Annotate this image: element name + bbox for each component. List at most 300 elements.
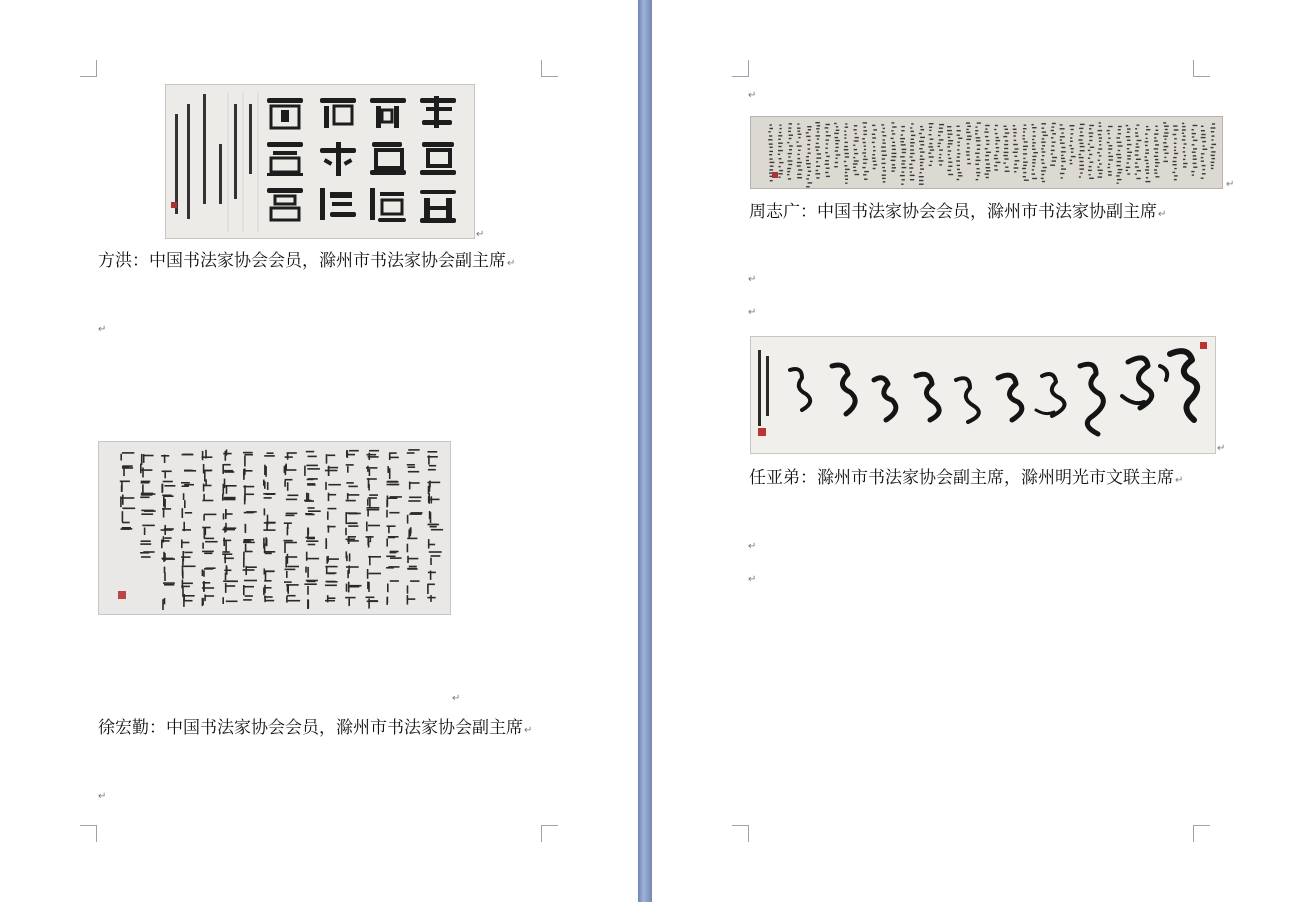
caption-xu-hong-qin[interactable]: [98, 711, 548, 748]
character-stroke: [872, 137, 876, 138]
character-stroke: [957, 153, 960, 154]
character-stroke: [1201, 178, 1204, 179]
character-stroke: [892, 142, 895, 143]
small-script-calligraphy-scroll-image[interactable]: [750, 116, 1223, 189]
character-stroke: [863, 174, 866, 175]
paragraph-mark: ↵: [98, 791, 107, 802]
character-stroke: [1088, 170, 1092, 171]
character-stroke: [1023, 158, 1025, 159]
character-stroke: [1005, 167, 1008, 168]
character-stroke: [1163, 149, 1166, 150]
character-stroke: [853, 129, 856, 130]
character-stroke: [1042, 163, 1045, 164]
character-stroke: [996, 137, 999, 138]
character-stroke: [1137, 125, 1140, 126]
character-stroke: [1004, 144, 1008, 145]
character-stroke: [1201, 137, 1206, 138]
character-stroke: [966, 139, 971, 140]
character-stroke: [1033, 159, 1036, 160]
character-stroke: [902, 167, 907, 168]
paragraph-mark: ↵: [507, 258, 516, 269]
paragraph-mark: ↵: [748, 574, 757, 585]
document-page-right[interactable]: [652, 0, 1290, 902]
character-stroke: [806, 160, 809, 161]
character-stroke: [994, 129, 996, 130]
character-stroke: [948, 134, 953, 135]
character-stroke: [1155, 166, 1158, 167]
character-stroke: [1042, 131, 1046, 132]
character-stroke: [1127, 152, 1132, 153]
character-stroke: [1211, 131, 1214, 132]
character-stroke: [1023, 153, 1027, 154]
character-stroke: [778, 166, 780, 167]
character-stroke: [872, 158, 876, 159]
character-stroke: [826, 143, 828, 144]
character-stroke: [986, 163, 990, 164]
character-stroke: [911, 160, 915, 161]
character-stroke: [947, 130, 952, 131]
character-stroke: [966, 132, 970, 133]
character-stroke: [1061, 132, 1063, 133]
character-stroke: [1192, 174, 1194, 175]
character-stroke: [967, 126, 971, 127]
character-stroke: [901, 134, 903, 135]
character-stroke: [1174, 138, 1177, 139]
character-stroke: [902, 152, 906, 153]
character-stroke: [1004, 126, 1007, 127]
character-stroke: [1043, 167, 1047, 168]
character-stroke: [958, 138, 962, 139]
character-stroke: [1051, 137, 1054, 138]
character-stroke: [892, 164, 895, 165]
character-stroke: [1003, 162, 1005, 163]
character-stroke: [938, 143, 941, 144]
character-stroke: [976, 160, 981, 161]
character-stroke: [1135, 154, 1139, 155]
character-stroke: [1155, 176, 1159, 177]
document-page-left[interactable]: [0, 0, 638, 902]
character-stroke: [1080, 131, 1083, 132]
character-stroke: [958, 175, 962, 176]
character-stroke: [1182, 133, 1184, 134]
character-stroke: [1165, 153, 1169, 154]
character-stroke: [844, 161, 846, 162]
character-stroke: [1032, 178, 1037, 179]
character-stroke: [1211, 162, 1215, 163]
character-stroke: [1041, 148, 1043, 149]
character-stroke: [1127, 128, 1131, 129]
character-stroke: [1117, 161, 1121, 162]
character-stroke: [930, 149, 934, 150]
character-stroke: [947, 126, 951, 127]
character-stroke: [845, 175, 848, 176]
character-stroke: [778, 143, 783, 144]
character-stroke: [1146, 177, 1148, 178]
page-gutter: [638, 0, 652, 902]
character-stroke: [1173, 125, 1177, 126]
character-stroke: [826, 124, 830, 125]
character-stroke: [825, 160, 829, 161]
character-stroke: [882, 163, 886, 164]
character-stroke: [1097, 166, 1099, 167]
character-stroke: [1043, 135, 1048, 136]
character-stroke: [806, 136, 810, 137]
character-stroke: [939, 124, 944, 125]
character-stroke: [1126, 167, 1131, 168]
character-stroke: [769, 154, 772, 155]
character-stroke: [1033, 131, 1035, 132]
character-stroke: [806, 156, 809, 157]
character-stroke: [1146, 138, 1148, 139]
character-stroke: [1014, 164, 1017, 165]
character-stroke: [1164, 132, 1168, 133]
character-stroke: [966, 122, 970, 123]
character-stroke: [882, 178, 886, 179]
character-stroke: [977, 168, 980, 169]
character-stroke: [789, 135, 793, 136]
character-stroke: [807, 167, 811, 168]
character-stroke: [1060, 124, 1063, 125]
character-stroke: [1098, 130, 1103, 131]
character-stroke: [1032, 166, 1035, 167]
character-stroke: [864, 149, 866, 150]
character-stroke: [1041, 170, 1046, 171]
regular-script-calligraphy-image[interactable]: [98, 441, 451, 615]
character-stroke: [1145, 181, 1150, 182]
character-stroke: [929, 165, 932, 166]
character-stroke: [986, 177, 989, 178]
character-stroke: [902, 160, 906, 161]
character-stroke: [1090, 147, 1094, 148]
character-stroke: [1004, 152, 1009, 153]
character-stroke: [1022, 168, 1026, 169]
character-stroke: [1015, 160, 1020, 161]
character-stroke: [826, 156, 830, 157]
character-stroke: [1192, 144, 1195, 145]
character-stroke: [929, 123, 934, 124]
character-stroke: [862, 167, 865, 168]
character-stroke: [1099, 141, 1102, 142]
character-stroke: [1145, 160, 1149, 161]
character-stroke: [816, 150, 819, 151]
character-stroke: [891, 170, 894, 171]
paragraph-mark: ↵: [476, 229, 485, 240]
character-stroke: [1070, 141, 1073, 142]
character-stroke: [1014, 156, 1017, 157]
character-stroke: [930, 139, 934, 140]
character-stroke: [780, 128, 782, 129]
character-stroke: [1098, 176, 1103, 177]
character-stroke: [901, 141, 904, 142]
character-stroke: [957, 135, 960, 136]
character-stroke: [1201, 153, 1205, 154]
character-stroke: [787, 174, 789, 175]
character-stroke: [836, 130, 840, 131]
character-stroke: [1145, 169, 1149, 170]
crop-mark-top-right: [541, 60, 558, 77]
character-stroke: [770, 166, 774, 167]
character-stroke: [900, 175, 905, 176]
character-stroke: [853, 167, 856, 168]
character-stroke: [892, 133, 895, 134]
character-stroke: [1108, 148, 1112, 149]
character-stroke: [1052, 133, 1056, 134]
character-stroke: [1042, 128, 1045, 129]
character-stroke: [807, 126, 811, 127]
character-stroke: [1061, 168, 1066, 169]
character-stroke: [863, 159, 868, 160]
character-stroke: [948, 174, 953, 175]
character-stroke: [975, 164, 979, 165]
character-stroke: [1099, 126, 1102, 127]
character-stroke: [797, 162, 802, 163]
character-stroke: [1118, 169, 1123, 170]
character-stroke: [1032, 142, 1036, 143]
character-stroke: [1108, 133, 1110, 134]
caption-text: 周志广：中国书法家协会会员，滁州市书法家协副主席: [749, 202, 1157, 222]
character-stroke: [1193, 159, 1197, 160]
character-stroke: [817, 138, 819, 139]
character-stroke: [919, 184, 924, 185]
character-stroke: [1071, 129, 1074, 130]
character-stroke: [1145, 133, 1148, 134]
character-stroke: [1117, 142, 1122, 143]
character-stroke: [1136, 143, 1139, 144]
character-stroke: [1145, 156, 1148, 157]
character-stroke: [873, 161, 877, 162]
character-stroke: [1061, 158, 1065, 159]
character-stroke: [1005, 140, 1008, 141]
character-stroke: [1051, 153, 1053, 154]
character-stroke: [1193, 125, 1198, 126]
character-stroke: [957, 149, 959, 150]
character-stroke: [1173, 161, 1177, 162]
character-stroke: [967, 159, 970, 160]
character-stroke: [816, 170, 819, 171]
character-stroke: [891, 138, 894, 139]
character-stroke: [986, 140, 990, 141]
character-stroke: [966, 129, 968, 130]
character-stroke: [844, 165, 847, 166]
character-stroke: [1146, 166, 1149, 167]
character-stroke: [825, 148, 828, 149]
character-stroke: [1051, 150, 1055, 151]
character-stroke: [1005, 171, 1010, 172]
character-stroke: [891, 160, 896, 161]
character-stroke: [1061, 151, 1066, 152]
character-stroke: [808, 140, 811, 141]
character-stroke: [815, 122, 820, 123]
clerical-script-calligraphy-image[interactable]: [165, 84, 475, 239]
character-stroke: [844, 134, 846, 135]
character-stroke: [1202, 169, 1205, 170]
character-stroke: [920, 168, 924, 169]
character-stroke: [768, 139, 772, 140]
character-stroke: [769, 169, 773, 170]
character-stroke: [1202, 141, 1206, 142]
character-stroke: [864, 179, 868, 180]
character-stroke: [883, 128, 885, 129]
character-stroke: [1212, 123, 1215, 124]
character-stroke: [1089, 136, 1093, 137]
character-stroke: [966, 151, 970, 152]
character-stroke: [816, 128, 819, 129]
character-stroke: [825, 152, 828, 153]
character-stroke: [1032, 173, 1036, 174]
character-stroke: [920, 172, 922, 173]
character-stroke: [957, 156, 960, 157]
character-stroke: [826, 168, 830, 169]
caption-zhou-zhi-guang[interactable]: [749, 195, 1204, 232]
character-stroke: [817, 131, 819, 132]
character-stroke: [1135, 162, 1138, 163]
character-stroke: [1041, 142, 1046, 143]
character-stroke: [1098, 160, 1100, 161]
character-stroke: [1201, 134, 1205, 135]
character-stroke: [929, 127, 932, 128]
character-stroke: [835, 143, 838, 144]
character-stroke: [1173, 134, 1177, 135]
character-stroke: [1041, 178, 1044, 179]
character-stroke: [1146, 149, 1149, 150]
character-stroke: [1089, 128, 1092, 129]
character-stroke: [1127, 173, 1130, 174]
character-stroke: [855, 137, 859, 138]
character-stroke: [901, 126, 905, 127]
character-stroke: [1108, 167, 1111, 168]
character-stroke: [1201, 130, 1205, 131]
caption-ren-ya-di[interactable]: [749, 461, 1204, 498]
character-stroke: [1070, 160, 1072, 161]
character-glyph: [386, 597, 388, 605]
character-stroke: [1174, 153, 1178, 154]
character-stroke: [1032, 156, 1036, 157]
character-stroke: [901, 184, 903, 185]
crop-mark-top-right: [1193, 60, 1210, 77]
character-stroke: [1211, 168, 1214, 169]
character-stroke: [797, 123, 799, 124]
character-stroke: [844, 149, 849, 150]
crop-mark-bottom-left: [732, 825, 749, 842]
character-stroke: [1080, 124, 1085, 125]
character-stroke: [1174, 150, 1176, 151]
character-stroke: [1211, 139, 1213, 140]
character-stroke: [1135, 132, 1138, 133]
character-stroke: [853, 170, 856, 171]
character-stroke: [1146, 163, 1148, 164]
character-stroke: [994, 155, 997, 156]
character-stroke: [845, 183, 847, 184]
caption-fang-hong[interactable]: [98, 244, 548, 281]
character-stroke: [845, 142, 848, 143]
character-stroke: [797, 165, 801, 166]
character-stroke: [911, 123, 913, 124]
character-stroke: [928, 153, 931, 154]
character-stroke: [948, 154, 950, 155]
character-stroke: [1108, 152, 1110, 153]
character-stroke: [1212, 158, 1216, 159]
character-stroke: [1173, 164, 1177, 165]
character-stroke: [806, 132, 809, 133]
character-stroke: [1164, 146, 1169, 147]
character-stroke: [1193, 148, 1197, 149]
character-stroke: [770, 124, 772, 125]
character-stroke: [939, 128, 943, 129]
character-stroke: [976, 156, 979, 157]
character-stroke: [882, 175, 886, 176]
character-stroke: [892, 149, 896, 150]
character-stroke: [1127, 148, 1130, 149]
character-stroke: [1079, 165, 1084, 166]
paragraph-mark: ↵: [98, 324, 107, 335]
character-stroke: [1032, 169, 1034, 170]
character-stroke: [1107, 130, 1110, 131]
character-stroke: [1117, 157, 1121, 158]
character-stroke: [1015, 148, 1019, 149]
character-stroke: [910, 175, 915, 176]
character-stroke: [1183, 151, 1186, 152]
caption-text: 徐宏勤：中国书法家协会会员，滁州市书法家协会副主席: [98, 718, 523, 738]
character-stroke: [1137, 170, 1141, 171]
character-stroke: [1135, 166, 1139, 167]
character-stroke: [1192, 136, 1195, 137]
character-stroke: [910, 156, 913, 157]
character-stroke: [1182, 139, 1186, 140]
character-stroke: [1182, 129, 1186, 130]
paragraph-mark: ↵: [524, 725, 533, 736]
paragraph-mark: ↵: [452, 693, 461, 704]
character-stroke: [1118, 150, 1121, 151]
character-stroke: [1079, 168, 1084, 169]
character-stroke: [1108, 164, 1110, 165]
character-stroke: [882, 158, 885, 159]
character-stroke: [853, 145, 855, 146]
character-stroke: [1023, 176, 1026, 177]
character-stroke: [967, 136, 972, 137]
character-stroke: [797, 128, 801, 129]
character-stroke: [920, 126, 923, 127]
character-stroke: [1203, 149, 1208, 150]
character-stroke: [1042, 155, 1045, 156]
character-stroke: [1107, 142, 1110, 143]
character-stroke: [1174, 129, 1179, 130]
character-stroke: [919, 141, 924, 142]
paragraph-mark: ↵: [748, 274, 757, 285]
character-stroke: [1061, 155, 1063, 156]
character-stroke: [929, 143, 932, 144]
character-stroke: [948, 150, 952, 151]
character-stroke: [1079, 157, 1084, 158]
crop-mark-top-left: [80, 60, 97, 77]
character-stroke: [986, 167, 991, 168]
character-stroke: [985, 155, 989, 156]
character-stroke: [1118, 126, 1122, 127]
character-stroke: [1135, 150, 1139, 151]
character-stroke: [826, 139, 830, 140]
character-stroke: [1193, 140, 1198, 141]
character-stroke: [834, 166, 838, 167]
character-stroke: [844, 131, 846, 132]
character-stroke: [834, 123, 836, 124]
character-glyph: [325, 538, 327, 549]
character-glyph: [307, 599, 309, 609]
character-stroke: [1032, 162, 1035, 163]
character-stroke: [1174, 175, 1178, 176]
character-stroke: [778, 139, 780, 140]
character-stroke: [1052, 126, 1055, 127]
character-stroke: [1088, 150, 1090, 151]
cursive-script-calligraphy-image[interactable]: [750, 336, 1216, 454]
